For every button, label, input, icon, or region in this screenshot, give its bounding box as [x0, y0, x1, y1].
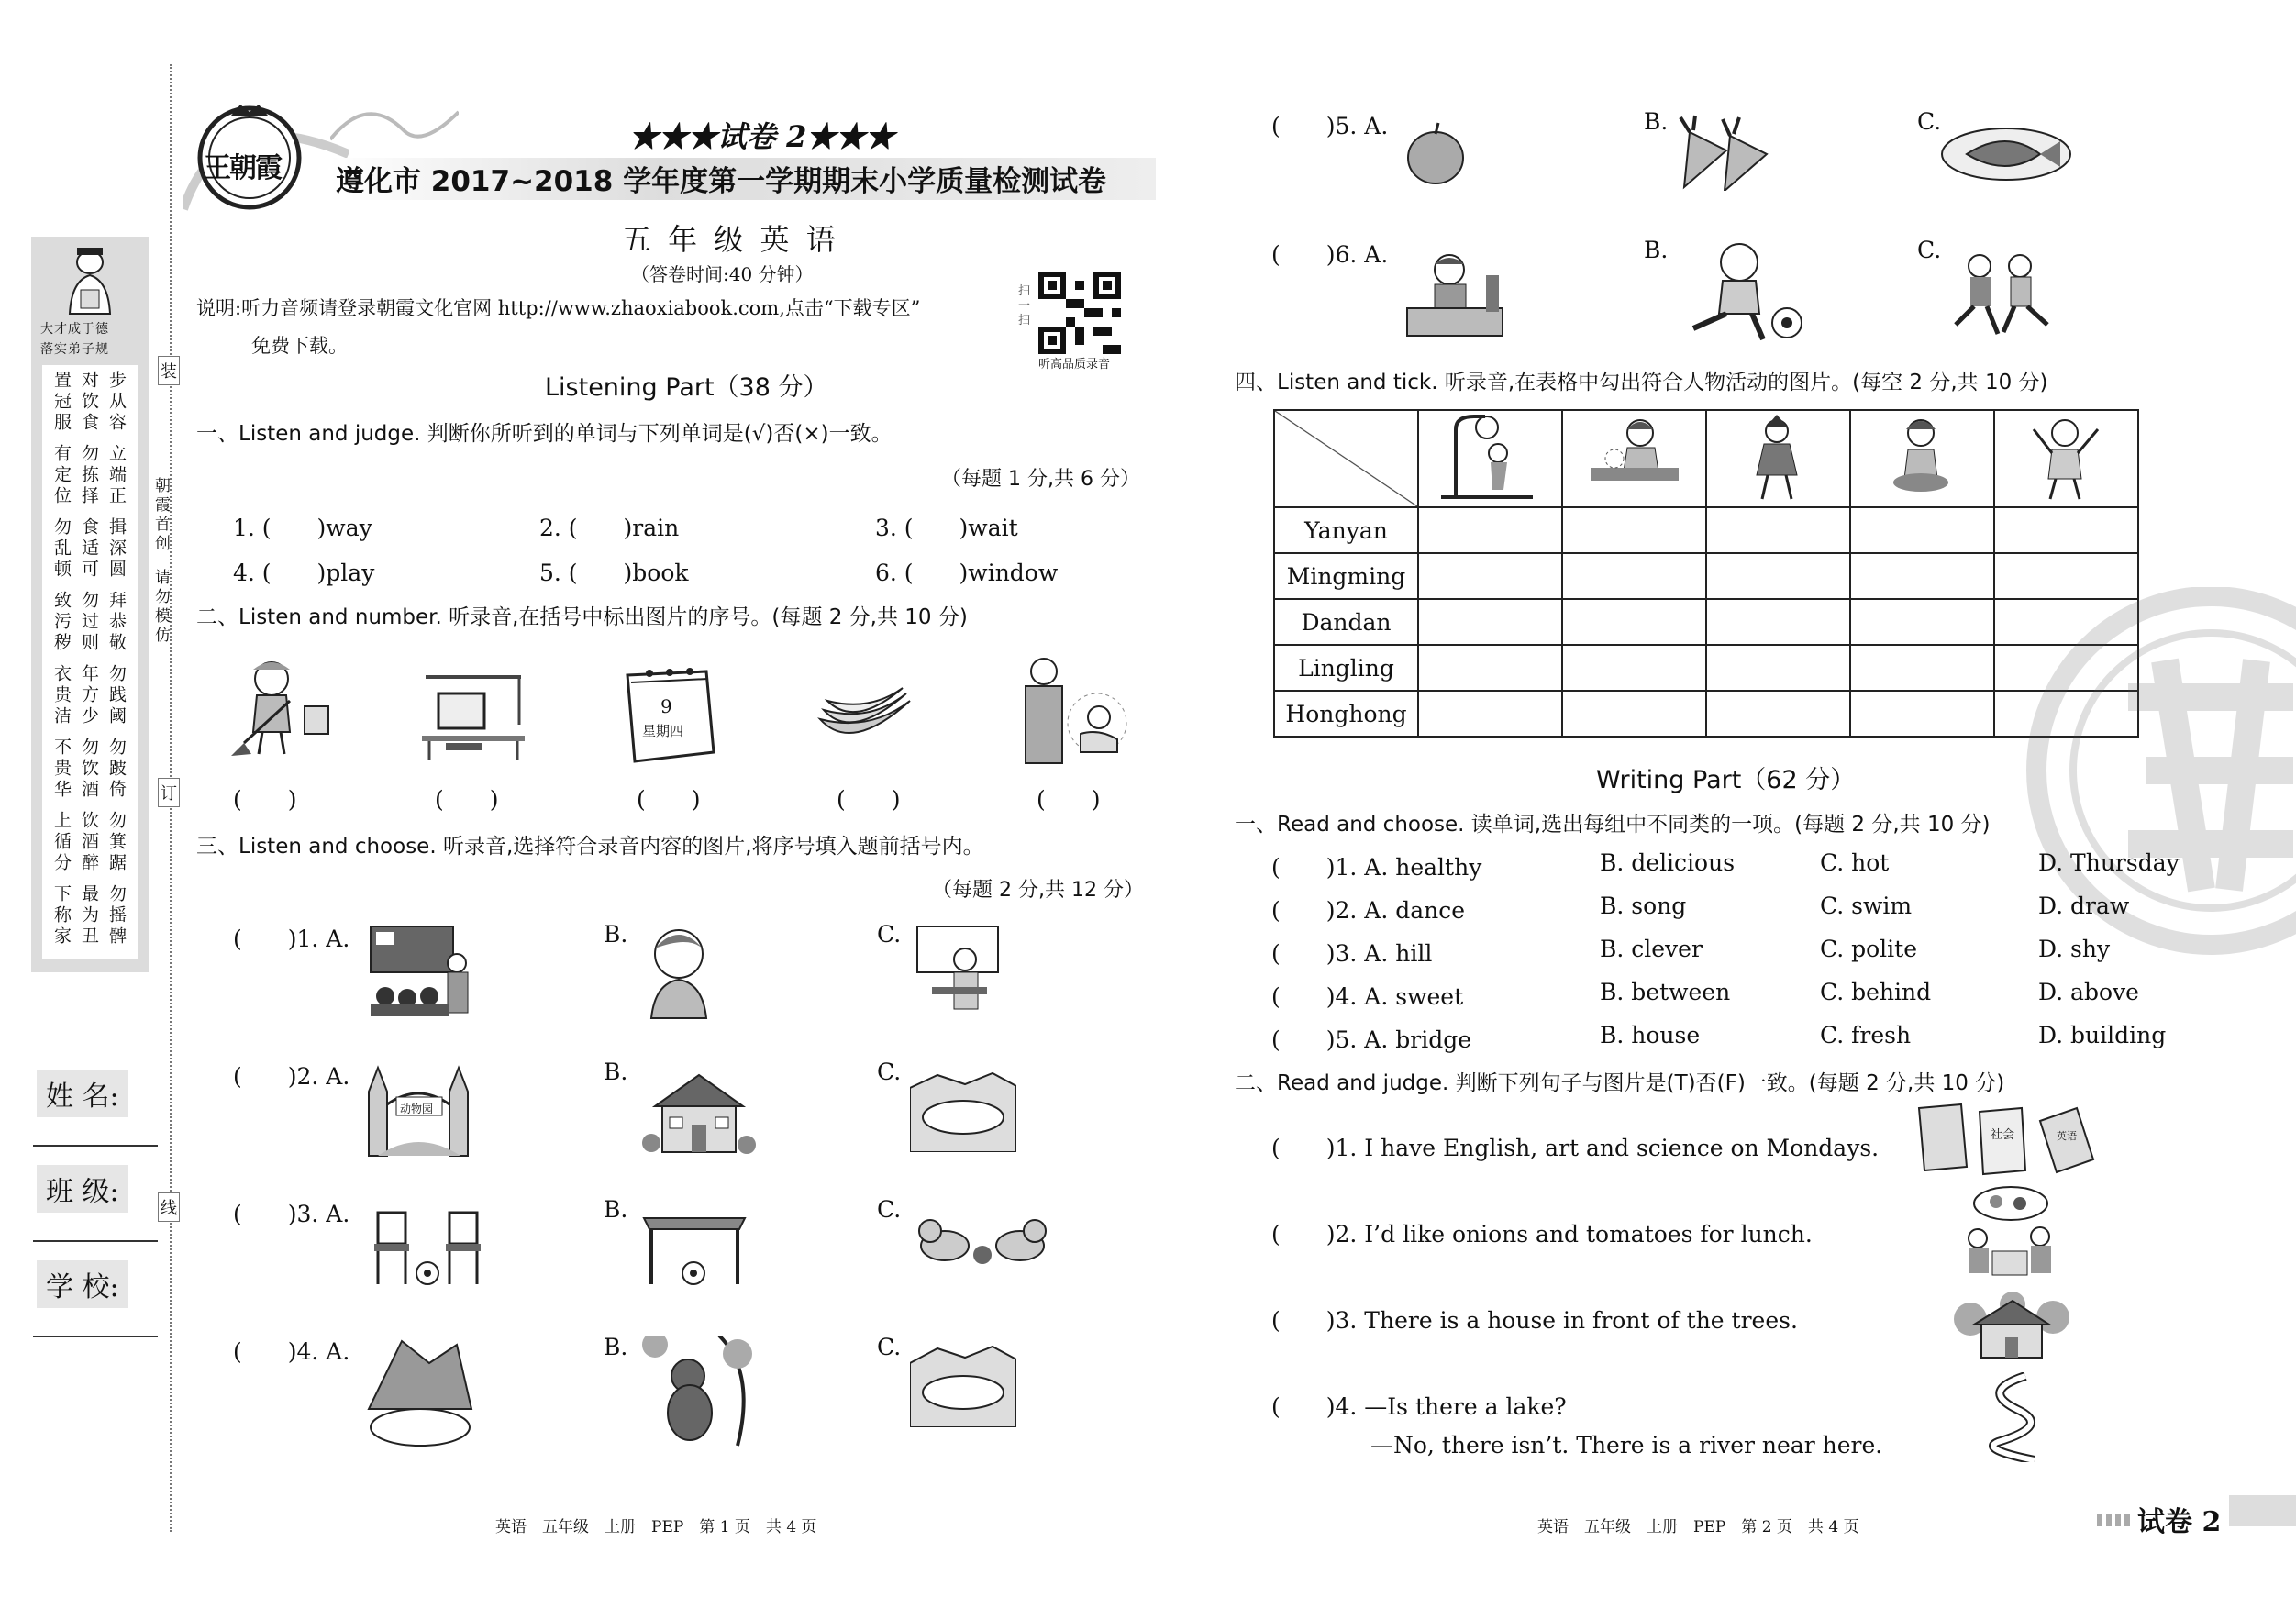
waving-icon: [1995, 411, 2135, 503]
tick-cell[interactable]: [1562, 645, 1706, 691]
lake-scene-image: [910, 1070, 1016, 1152]
q1-score: （每题 1 分,共 6 分）: [941, 468, 1140, 491]
footer-left: 英语 五年级 上册 PEP 第 1 页 共 4 页: [495, 1518, 817, 1536]
river-path-image: [1970, 1372, 2062, 1462]
calendar-day: 星期四: [642, 723, 684, 739]
q3-row5-b: B.: [1644, 108, 1669, 135]
house-image: [642, 1070, 756, 1163]
writing-title: Writing Part（62 分）: [1596, 766, 1856, 794]
cooking-icon: [1851, 411, 1991, 503]
motto-sub: 落实弟子规: [40, 342, 109, 357]
rule-column: 食适可: [79, 517, 99, 581]
calendar-number: 9: [660, 695, 672, 717]
boy-portrait-image: [642, 921, 715, 1020]
rule-column: 置冠服: [51, 371, 72, 434]
q3-row1-b: B.: [604, 921, 628, 948]
w1-row5-a[interactable]: ( )5. A. bridge: [1271, 1026, 1472, 1053]
q3-row6-num[interactable]: ( )6. A.: [1271, 241, 1389, 268]
notice-original-1: 朝霞首创: [151, 477, 170, 554]
w1-row5-b: B. house: [1600, 1022, 1701, 1048]
tick-cell[interactable]: [1850, 599, 1994, 645]
w2-sentence-1[interactable]: ( )1. I have English, art and science on Mondays.: [1271, 1135, 1880, 1161]
qr-code: [1038, 272, 1121, 354]
tick-cell[interactable]: [1418, 507, 1562, 553]
q3-row5-c: C.: [1917, 108, 1942, 135]
activity-dancing[interactable]: [1706, 410, 1850, 507]
q3-row4-c: C.: [877, 1334, 902, 1360]
listening-title: Listening Part（38 分）: [545, 373, 828, 402]
q3-row4-num[interactable]: ( )4. A.: [233, 1338, 350, 1365]
rule-column: 致污秽: [51, 591, 72, 654]
w1-row3-b: B. clever: [1600, 936, 1703, 962]
w1-row4-a[interactable]: ( )4. A. sweet: [1271, 983, 1464, 1010]
w1-row3-c: C. polite: [1820, 936, 1918, 962]
q3-row6-b: B.: [1644, 237, 1669, 263]
fish-plate-image: [1939, 119, 2073, 183]
q4-title: 四、Listen and tick. 听录音,在表格中勾出符合人物活动的图片。(每空 2 分,共 10 分): [1235, 371, 2048, 394]
notice-original-2: 请勿模仿: [151, 569, 170, 646]
boy-at-desk-image: [1403, 248, 1506, 339]
footer-bar: [2229, 1495, 2296, 1526]
rules-columns: [42, 365, 138, 959]
q2-title: 二、Listen and number. 听录音,在括号中标出图片的序号。(每题 2 分,共 10 分): [196, 605, 968, 629]
subject-title: 五 年 级 英 语: [622, 222, 839, 257]
boys-running-image: [1943, 251, 2058, 338]
computer-desk-image: [418, 670, 528, 761]
tick-cell[interactable]: [1850, 645, 1994, 691]
q2-blank-1[interactable]: ( ): [233, 786, 297, 813]
rule-column: 衣贵洁: [51, 664, 72, 727]
table-name-yanyan: Yanyan: [1274, 507, 1418, 553]
q3-row2-c: C.: [877, 1059, 902, 1085]
tick-cell[interactable]: [1850, 691, 1994, 737]
q3-title: 三、Listen and choose. 听录音,选择符合录音内容的图片,将序号填入题前括号内。: [196, 835, 984, 859]
w2-sentence-2[interactable]: ( )2. I’d like onions and tomatoes for lunch.: [1271, 1221, 1813, 1248]
w2-sentence-4a[interactable]: ( )4. —Is there a lake?: [1271, 1393, 1567, 1420]
dogs-ball-image: [914, 1209, 1051, 1273]
rule-column: 不贵华: [51, 738, 72, 801]
note-line-1: 说明:听力音频请登录朝霞文化官网 http://www.zhaoxiabook.com,点击“下载专区”: [196, 297, 921, 319]
name-line: [33, 1145, 158, 1147]
scholar-illustration: [53, 244, 127, 316]
q3-score: （每题 2 分,共 12 分）: [932, 879, 1144, 902]
q3-row1-c: C.: [877, 921, 902, 948]
activity-cooking[interactable]: [1850, 410, 1994, 507]
rule-column: 拜恭敬: [106, 591, 127, 654]
book-label-english: 英语: [2057, 1130, 2077, 1142]
w1-row4-d: D. above: [2038, 979, 2139, 1005]
rule-column: 有定位: [51, 444, 72, 507]
q3-row6-c: C.: [1917, 237, 1942, 263]
classroom-teacher-image: [367, 923, 475, 1018]
activity-waving[interactable]: [1994, 410, 2138, 507]
teacher-board-image: [914, 923, 1004, 1024]
w1-row2-a[interactable]: ( )2. A. dance: [1271, 897, 1466, 924]
q3-row4-b: B.: [604, 1334, 628, 1360]
w1-row3-d: D. shy: [2038, 936, 2111, 962]
rule-column: 步从容: [106, 371, 127, 434]
rule-column: 勿乱顿: [51, 517, 72, 581]
boy-football-image: [1675, 240, 1803, 345]
table-name-lingling: Lingling: [1274, 645, 1418, 691]
tick-cell[interactable]: [1418, 691, 1562, 737]
w1-row2-d: D. draw: [2038, 893, 2130, 919]
table-name-honghong: Honghong: [1274, 691, 1418, 737]
river-scene-image: [910, 1343, 1016, 1427]
rule-column: 对饮食: [79, 371, 99, 434]
paper-tag: ★★★试卷 2★★★: [629, 119, 895, 154]
school-label: 学 校:: [37, 1260, 128, 1308]
q3-row2-b: B.: [604, 1059, 628, 1085]
note-line-2: 免费下载。: [251, 335, 348, 357]
apple-image: [1403, 121, 1468, 187]
w1-row1-c: C. hot: [1820, 849, 1890, 876]
binding-label-ding: 订: [158, 778, 180, 807]
tick-cell[interactable]: [1562, 553, 1706, 599]
q1-item-5[interactable]: 5. ( )book: [539, 560, 689, 586]
q1-item-4[interactable]: 4. ( )play: [233, 560, 375, 586]
q3-row3-num[interactable]: ( )3. A.: [233, 1201, 350, 1227]
class-label: 班 级:: [37, 1165, 128, 1213]
book-label-social: 社会: [1991, 1128, 2015, 1142]
rule-column: 揖深圆: [106, 517, 127, 581]
desk-ball-image: [638, 1205, 750, 1288]
side-rules-panel: [31, 237, 149, 972]
school-line: [33, 1336, 158, 1337]
tick-cell[interactable]: [1418, 645, 1562, 691]
tick-cell[interactable]: [1562, 691, 1706, 737]
activity-basketball[interactable]: [1418, 410, 1562, 507]
bananas-image: [815, 682, 915, 754]
ribbon-decoration: [330, 103, 459, 158]
rule-column: 年方少: [79, 664, 99, 727]
w1-title: 一、Read and choose. 读单词,选出每组中不同类的一项。(每题 2 分,共 10 分): [1235, 813, 1991, 837]
w1-row1-a[interactable]: ( )1. A. healthy: [1271, 854, 1482, 881]
qr-side-label: 扫一扫: [1018, 284, 1031, 327]
w1-row2-c: C. swim: [1820, 893, 1913, 919]
q2-blank-4[interactable]: ( ): [837, 786, 901, 813]
q2-blank-2[interactable]: ( ): [435, 786, 499, 813]
w2-sentence-3[interactable]: ( )3. There is a house in front of the trees.: [1271, 1307, 1798, 1334]
sweeping-boy-image: [226, 655, 336, 761]
carrots-image: [1671, 114, 1780, 191]
basketball-icon: [1419, 411, 1559, 503]
tick-cell[interactable]: [1706, 645, 1850, 691]
q3-row2-num[interactable]: ( )2. A.: [233, 1063, 350, 1090]
rule-column: 上循分: [51, 811, 72, 874]
rule-column: 勿拣择: [79, 444, 99, 507]
chairs-ball-image: [369, 1209, 486, 1288]
rule-column: 勿摇髀: [106, 884, 127, 948]
q1-item-1[interactable]: 1. ( )way: [233, 515, 372, 541]
binding-label-xian: 线: [158, 1192, 180, 1222]
w1-row2-b: B. song: [1600, 893, 1687, 919]
table-name-mingming: Mingming: [1274, 553, 1418, 599]
w1-row1-d: D. Thursday: [2038, 849, 2180, 876]
washing-icon: [1563, 411, 1703, 503]
qr-caption: 听高品质录音: [1038, 358, 1111, 372]
rule-column: 下称家: [51, 884, 72, 948]
footer-tag: 试卷 2: [2137, 1506, 2222, 1538]
tick-table: [1273, 409, 2139, 738]
table-name-dandan: Dandan: [1274, 599, 1418, 645]
table-corner-cell: [1274, 410, 1418, 507]
tick-cell[interactable]: [1706, 599, 1850, 645]
w1-row1-b: B. delicious: [1600, 849, 1736, 876]
q3-row3-b: B.: [604, 1196, 628, 1223]
q2-blank-5[interactable]: ( ): [1037, 786, 1101, 813]
zoo-sign: 动物园: [400, 1103, 434, 1115]
activity-washing[interactable]: [1562, 410, 1706, 507]
q1-item-3[interactable]: 3. ( )wait: [875, 515, 1018, 541]
exam-time: （答卷时间:40 分钟）: [631, 263, 814, 285]
q1-title: 一、Listen and judge. 判断你所听到的单词与下列单词是(√)否(×)一致。: [196, 422, 893, 446]
footer-dots: [2097, 1514, 2134, 1526]
tick-cell[interactable]: [1706, 553, 1850, 599]
w1-row3-a[interactable]: ( )3. A. hill: [1271, 940, 1433, 967]
q2-blank-3[interactable]: ( ): [637, 786, 701, 813]
q1-item-6[interactable]: 6. ( )window: [875, 560, 1059, 586]
w2-sentence-4b: —No, there isn’t. There is a river near here.: [1370, 1432, 1883, 1458]
tick-cell[interactable]: [1562, 507, 1706, 553]
brand-name: 王朝霞: [204, 152, 281, 184]
tick-cell[interactable]: [1418, 599, 1562, 645]
rule-column: 勿箕踞: [106, 811, 127, 874]
mountain-lake-image: [365, 1336, 475, 1451]
w1-row5-c: C. fresh: [1820, 1022, 1912, 1048]
rule-column: 勿过则: [79, 591, 99, 654]
tick-cell[interactable]: [1994, 507, 2138, 553]
name-label: 姓 名:: [37, 1070, 128, 1117]
rule-column: 饮酒醉: [79, 811, 99, 874]
q3-row3-c: C.: [877, 1196, 902, 1223]
tick-cell[interactable]: [1562, 599, 1706, 645]
rule-column: 立端正: [106, 444, 127, 507]
w1-row4-b: B. between: [1600, 979, 1731, 1005]
tick-cell[interactable]: [1418, 553, 1562, 599]
house-trees-image: [1952, 1292, 2071, 1361]
q1-item-2[interactable]: 2. ( )rain: [539, 515, 680, 541]
class-line: [33, 1240, 158, 1242]
q3-row1-num[interactable]: ( )1. A.: [233, 926, 350, 952]
w1-row5-d: D. building: [2038, 1022, 2167, 1048]
q3-row5-num[interactable]: ( )5. A.: [1271, 113, 1389, 139]
teacher-student-image: [1016, 651, 1130, 765]
tick-cell[interactable]: [1850, 553, 1994, 599]
rule-column: 勿践阈: [106, 664, 127, 727]
family-lunch-image: [1959, 1183, 2060, 1279]
dancing-icon: [1707, 411, 1847, 503]
rule-column: 勿饮酒: [79, 738, 99, 801]
bear-tree-image: [637, 1336, 760, 1447]
binding-label-zhuang: 装: [158, 356, 180, 385]
tick-cell[interactable]: [1850, 507, 1994, 553]
rule-column: 最为丑: [79, 884, 99, 948]
w2-title: 二、Read and judge. 判断下列句子与图片是(T)否(F)一致。(每题 2 分,共 10 分): [1235, 1071, 2005, 1095]
tick-cell[interactable]: [1706, 691, 1850, 737]
tick-cell[interactable]: [1706, 507, 1850, 553]
w1-row4-c: C. behind: [1820, 979, 1932, 1005]
footer-right: 英语 五年级 上册 PEP 第 2 页 共 4 页: [1537, 1518, 1859, 1536]
motto-top: 大才成于德: [40, 322, 109, 337]
exam-title: 遵化市 2017~2018 学年度第一学期期末小学质量检测试卷: [336, 165, 1107, 198]
rule-column: 勿跛倚: [106, 738, 127, 801]
